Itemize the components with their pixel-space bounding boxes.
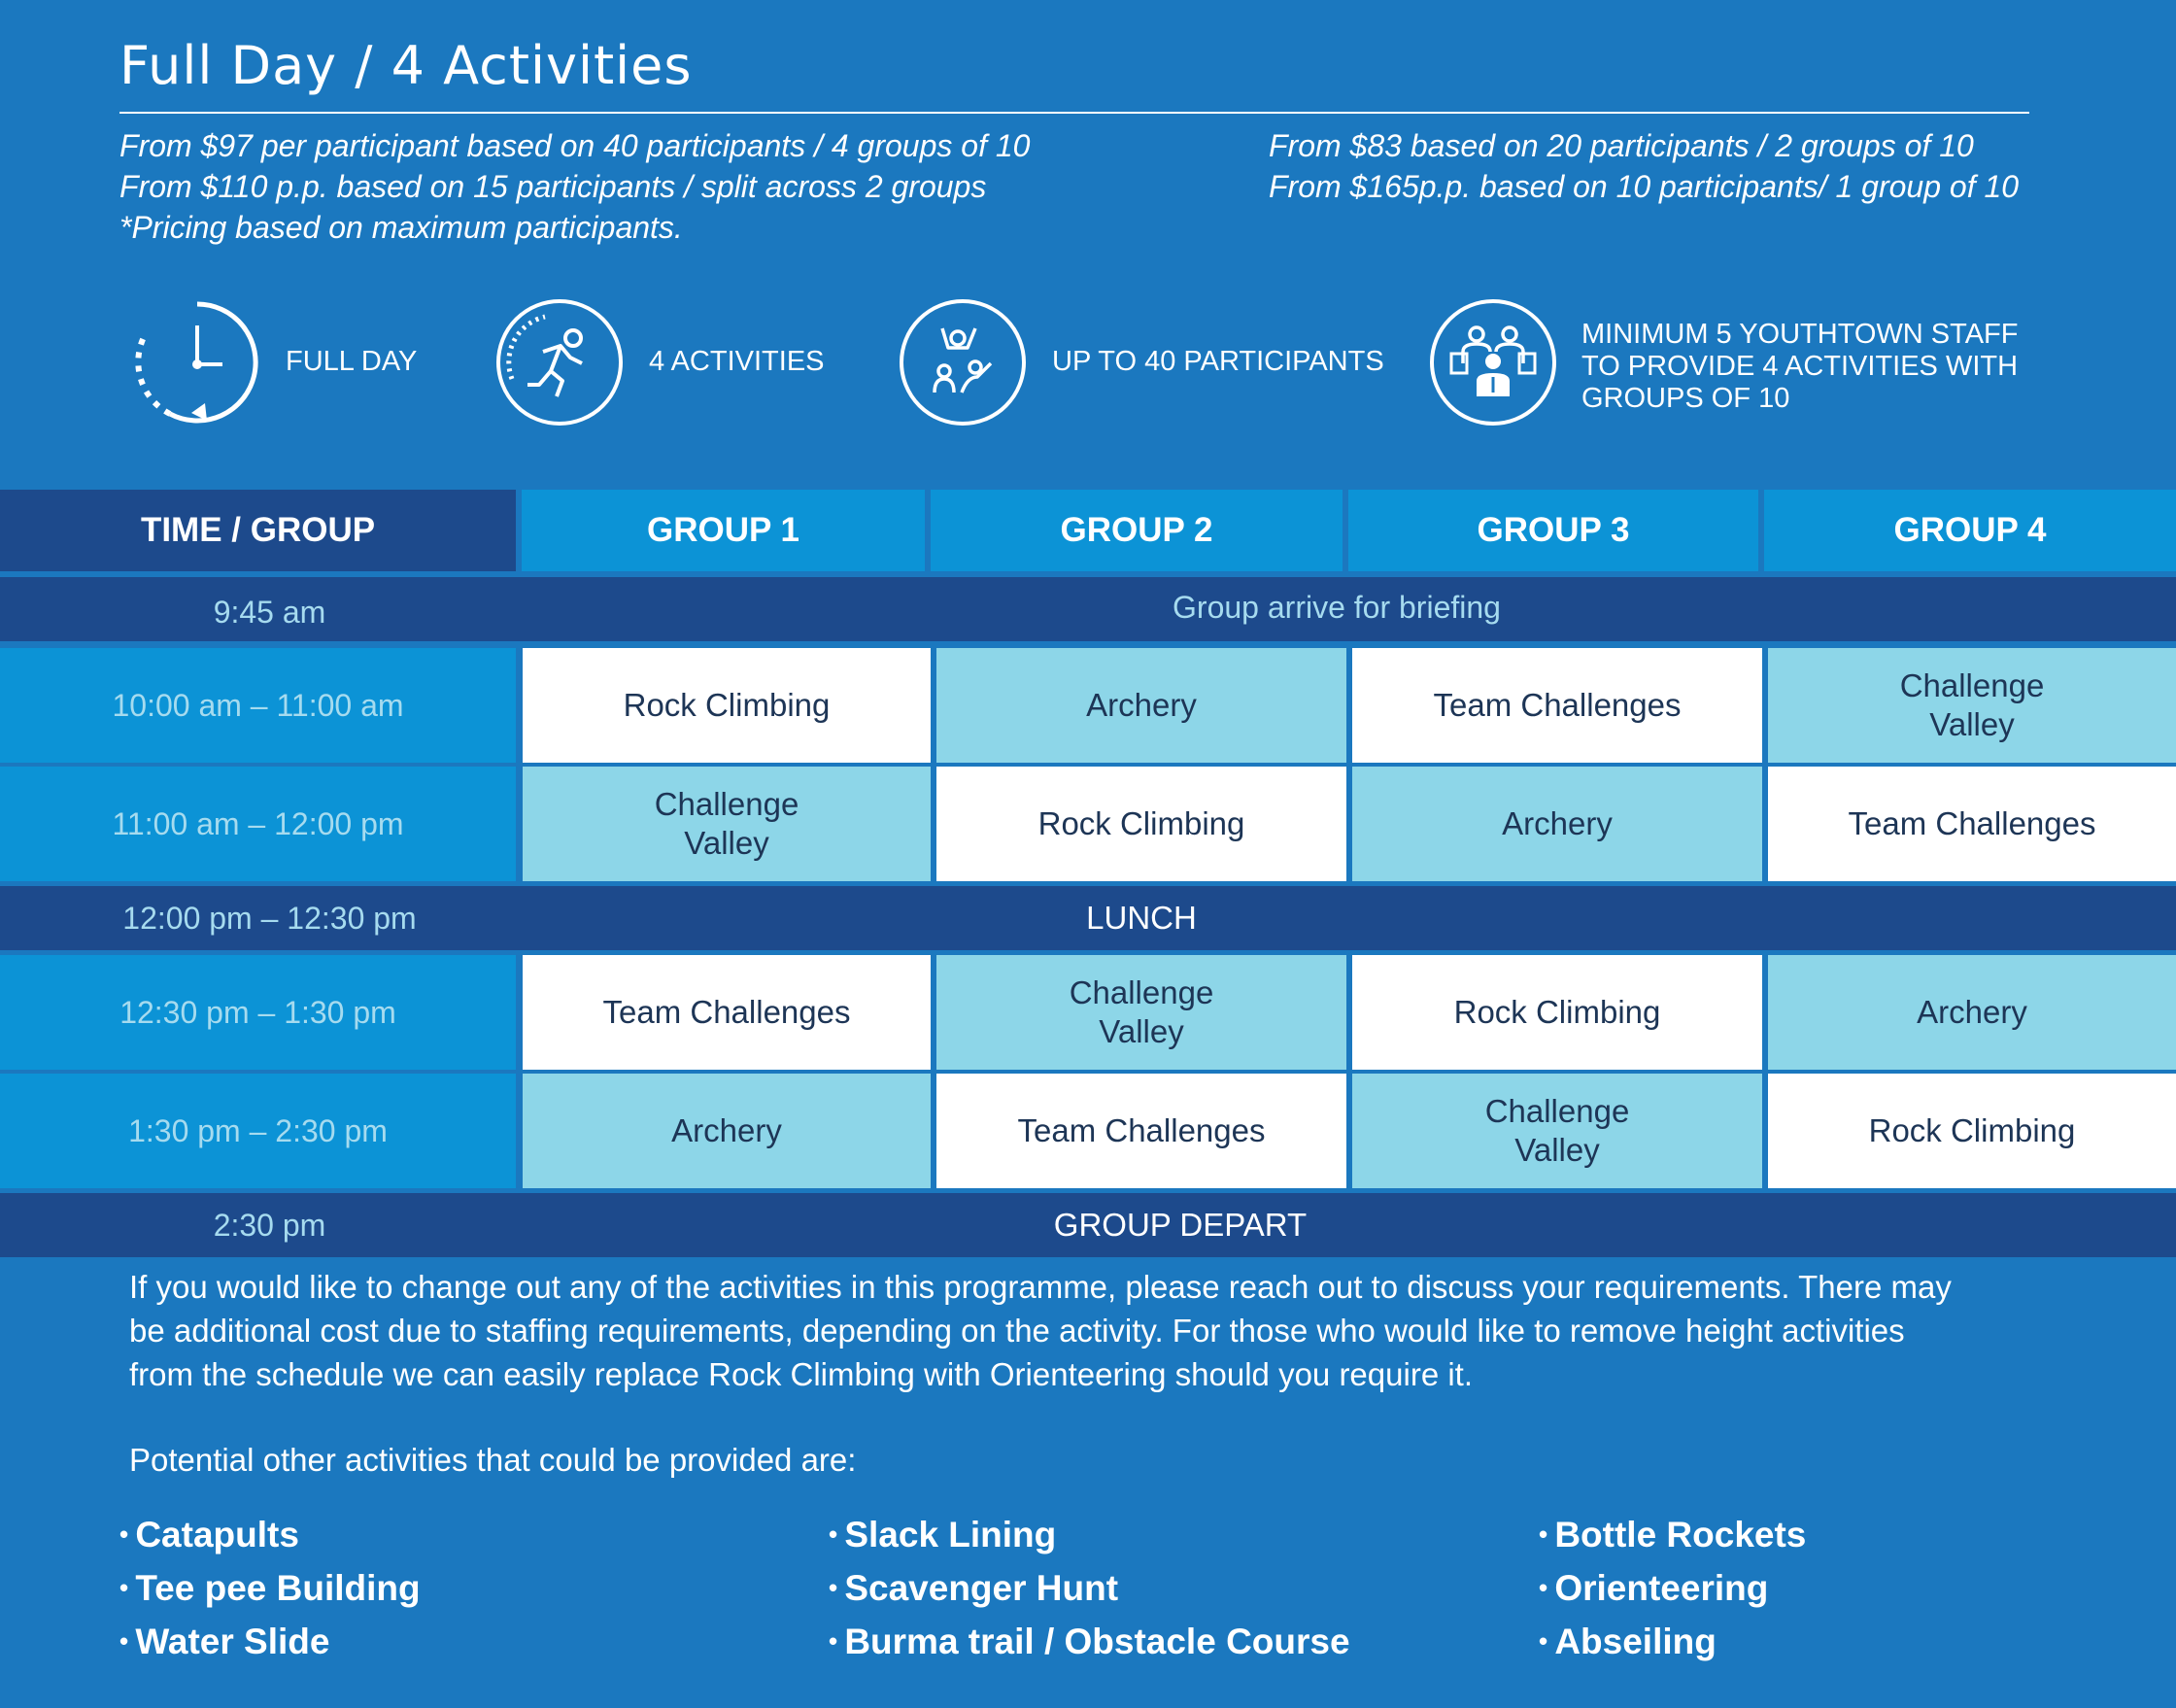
feature-activities: 4 ACTIVITIES: [649, 346, 825, 377]
list-item: • Scavenger Hunt: [829, 1561, 1350, 1615]
pricing-left: [119, 125, 1246, 248]
note-paragraph: [129, 1265, 2072, 1396]
clock-icon: [131, 296, 263, 428]
activities-list-2: [829, 1508, 1350, 1668]
feature-full-day: FULL DAY: [286, 346, 418, 377]
depart-time: 2:30 pm: [213, 1207, 326, 1243]
activity-cell: Rock Climbing: [523, 648, 931, 763]
header-group-4: GROUP 4: [1764, 490, 2176, 571]
pricing-line: From $165p.p. based on 10 participants/ 1 group of 10: [1269, 169, 2020, 204]
lunch-label: LUNCH: [1086, 900, 1197, 936]
list-item: • Orienteering: [1539, 1561, 1806, 1615]
activity-cell: Archery: [1352, 767, 1762, 881]
list-item: • Water Slide: [119, 1615, 421, 1668]
page-title: Full Day / 4 Activities: [119, 35, 693, 96]
feature-staff: [1581, 319, 2019, 415]
header-time-group: TIME / GROUP: [0, 490, 516, 571]
activity-cell: Archery: [523, 1074, 931, 1188]
pricing-line: From $110 p.p. based on 15 participants / split across 2 groups: [119, 169, 987, 204]
lunch-time: 12:00 pm – 12:30 pm: [122, 900, 417, 936]
arrive-label: Group arrive for briefing: [1173, 589, 1501, 625]
runner-icon: [496, 299, 623, 426]
staff-icon: [1430, 299, 1556, 426]
slot-time: 10:00 am – 11:00 am: [0, 648, 516, 763]
group-people-icon: [900, 299, 1026, 426]
arrive-time: 9:45 am: [213, 594, 326, 630]
header-group-3: GROUP 3: [1348, 490, 1758, 571]
slot-time: 1:30 pm – 2:30 pm: [0, 1074, 516, 1188]
note-line: If you would like to change out any of the activities in this programme, please reach out to discuss your requirements. There may: [129, 1269, 1952, 1305]
list-item: • Slack Lining: [829, 1508, 1350, 1561]
feature-staff-line: GROUPS OF 10: [1581, 383, 1790, 414]
activity-cell: Team Challenges: [523, 955, 931, 1070]
header-group-2: GROUP 2: [931, 490, 1343, 571]
list-item: • Burma trail / Obstacle Course: [829, 1615, 1350, 1668]
activity-cell: Rock Climbing: [1768, 1074, 2176, 1188]
list-item: • Tee pee Building: [119, 1561, 421, 1615]
activity-cell: Team Challenges: [1352, 648, 1762, 763]
feature-participants: UP TO 40 PARTICIPANTS: [1052, 346, 1384, 377]
activity-cell: Archery: [1768, 955, 2176, 1070]
list-item: • Bottle Rockets: [1539, 1508, 1806, 1561]
pricing-right: [1269, 125, 2143, 207]
list-item: • Catapults: [119, 1508, 421, 1561]
depart-label: GROUP DEPART: [1053, 1207, 1308, 1243]
activities-list-3: [1539, 1508, 1806, 1668]
list-item: • Abseiling: [1539, 1615, 1806, 1668]
activities-list-1: [119, 1508, 421, 1668]
activity-cell: Challenge Valley: [936, 955, 1346, 1070]
header-group-1: GROUP 1: [522, 490, 925, 571]
feature-staff-line: MINIMUM 5 YOUTHTOWN STAFF: [1581, 319, 2019, 350]
activity-cell: Challenge Valley: [523, 767, 931, 881]
slot-time: 12:30 pm – 1:30 pm: [0, 955, 516, 1070]
activity-cell: Challenge Valley: [1768, 648, 2176, 763]
activity-cell: Rock Climbing: [936, 767, 1346, 881]
activity-cell: Team Challenges: [936, 1074, 1346, 1188]
slot-time: 11:00 am – 12:00 pm: [0, 767, 516, 881]
activity-cell: Rock Climbing: [1352, 955, 1762, 1070]
title-divider: [119, 112, 2029, 114]
note-line: be additional cost due to staffing requirements, depending on the activity. For those who would like to remove height activities: [129, 1313, 1905, 1349]
pricing-note: *Pricing based on maximum participants.: [119, 210, 683, 245]
potential-heading: Potential other activities that could be provided are:: [129, 1442, 857, 1478]
activity-cell: Challenge Valley: [1352, 1074, 1762, 1188]
activity-cell: Archery: [936, 648, 1346, 763]
feature-staff-line: TO PROVIDE 4 ACTIVITIES WITH: [1581, 351, 2019, 382]
pricing-line: From $97 per participant based on 40 participants / 4 groups of 10: [119, 128, 1031, 163]
note-line: from the schedule we can easily replace Rock Climbing with Orienteering should you require it.: [129, 1356, 1474, 1392]
activity-cell: Team Challenges: [1768, 767, 2176, 881]
pricing-line: From $83 based on 20 participants / 2 groups of 10: [1269, 128, 1974, 163]
